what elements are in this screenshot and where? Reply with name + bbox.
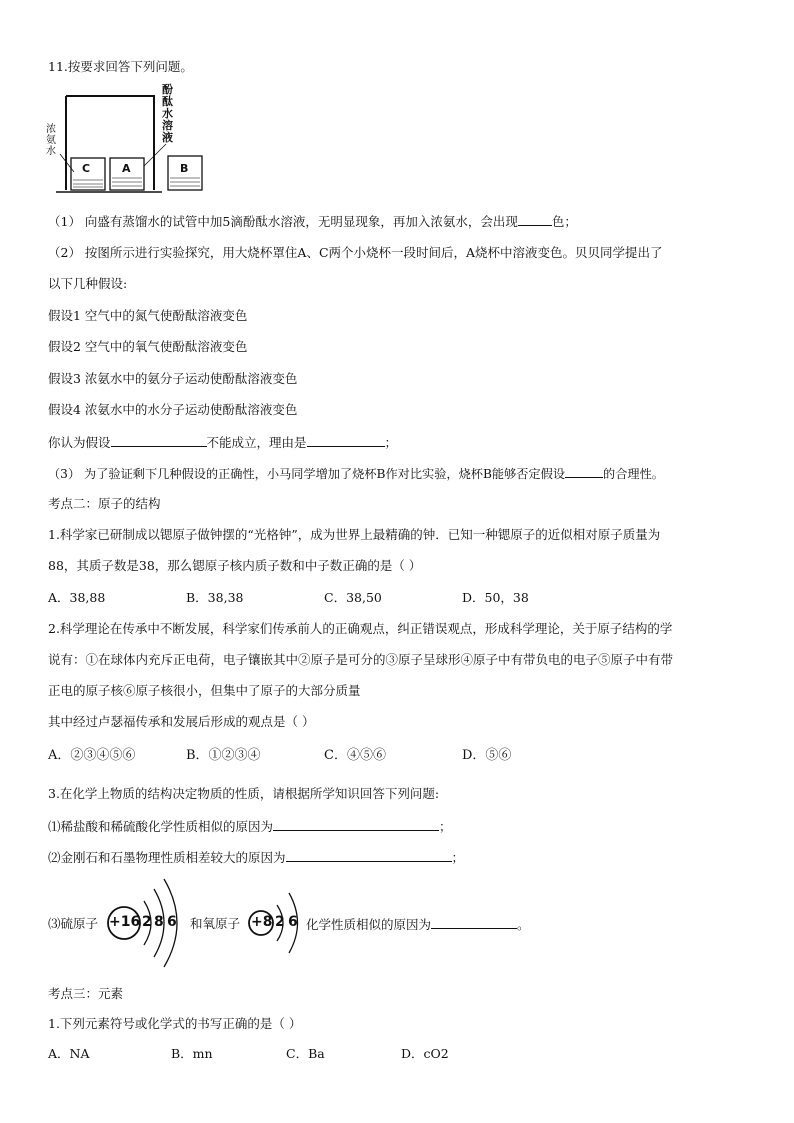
s2-q2-option-b[interactable]: B．①②③④ xyxy=(186,748,261,763)
s2-q3-part3-end xyxy=(306,916,530,933)
hypothesis-1: 假设1 空气中的氮气使酚酞溶液变色 xyxy=(48,308,248,323)
hypothesis-2: 假设2 空气中的氧气使酚酞溶液变色 xyxy=(48,339,248,354)
s3-q1-options xyxy=(48,1046,449,1062)
section-2-title: 考点二：原子的结构 xyxy=(48,496,161,511)
section-3-title: 考点三：元素 xyxy=(48,986,124,1001)
q11-part1-end: 色； xyxy=(551,214,577,229)
q11-part1 xyxy=(48,213,577,230)
s2-q1-option-a[interactable]: A．38,88 xyxy=(48,590,106,605)
s2-q2-line1: 2.科学理论在传承中不断发展，科学家们传承前人的正确观点，纠正错误观点，形成科学理论，关于原子结构的学 xyxy=(48,621,673,636)
s2-q3-part3-lead: ⑶硫原子 xyxy=(48,916,99,931)
oxygen-nucleus-charge: +8 xyxy=(251,914,273,930)
q11-part2-answer-b: 不能成立，理由是 xyxy=(206,435,307,450)
sulfur-atom-diagram xyxy=(104,877,192,969)
s2-q1-option-c[interactable]: C．38,50 xyxy=(324,590,382,605)
hypothesis-4: 假设4 浓氨水中的水分子运动使酚酞溶液变色 xyxy=(48,402,298,417)
q11-part2-answer xyxy=(48,434,397,451)
s3-q1-option-a[interactable]: A．NA xyxy=(48,1046,90,1061)
s2-q3-part2-text: ⑵金刚石和石墨物理性质相差较大的原因为 xyxy=(48,850,286,865)
s3-q1-option-b[interactable]: B．mn xyxy=(171,1046,213,1061)
q11-part1-text: （1） 向盛有蒸馏水的试管中加5滴酚酞水溶液，无明显现象，再加入浓氨水，会出现 xyxy=(48,214,518,229)
s2-q3-part1-blank[interactable] xyxy=(273,818,439,831)
q11-part2-answer-a: 你认为假设 xyxy=(48,435,111,450)
s2-q3-part3-blank[interactable] xyxy=(431,916,517,929)
s2-q2-line2: 说有：①在球体内充斥正电荷，电子镶嵌其中②原子是可分的③原子呈球形④原子中有带负电的电子⑤原子中有带 xyxy=(48,652,674,667)
s2-q3-part2-end: ； xyxy=(451,850,465,865)
s2-q3-part3-period: 。 xyxy=(517,917,530,932)
s2-q3-part3-mid: 和氧原子 xyxy=(190,916,241,931)
s2-q3-part2-blank[interactable] xyxy=(286,849,452,862)
beaker-a-label: A xyxy=(122,162,131,175)
oxygen-shell-1: 2 xyxy=(275,914,285,930)
s2-q3-part1 xyxy=(48,818,452,835)
ammonia-label: 浓氨水 xyxy=(46,124,56,157)
q11-part2-line1: （2） 按图所示进行实验探究，用大烧杯罩住A、C两个小烧杯一段时间后，A烧杯中溶液变色。贝贝同学提出了 xyxy=(48,245,663,260)
s3-q1: 1.下列元素符号或化学式的书写正确的是（ ） xyxy=(48,1016,302,1031)
q11-part3-text: （3） 为了验证剩下几种假设的正确性，小马同学增加了烧杯B作对比实验，烧杯B能够否定假设 xyxy=(48,467,566,481)
q11-part3-blank[interactable] xyxy=(565,465,603,478)
s2-q2-options xyxy=(48,748,511,764)
sulfur-shell-2: 8 xyxy=(154,914,164,930)
oxygen-shell-2: 6 xyxy=(288,914,298,930)
s3-q1-option-d[interactable]: D．cO2 xyxy=(401,1046,449,1061)
s2-q2-option-d[interactable]: D．⑤⑥ xyxy=(462,748,512,763)
s2-q2-option-c[interactable]: C．④⑤⑥ xyxy=(324,748,386,763)
q11-part2-line2: 以下几种假设: xyxy=(48,276,128,291)
s2-q1-line2: 88，其质子数是38，那么锶原子核内质子数和中子数正确的是（ ） xyxy=(48,558,422,573)
q11-title: 11.按要求回答下列问题。 xyxy=(48,59,193,74)
s2-q2-option-a[interactable]: A．②③④⑤⑥ xyxy=(48,748,136,763)
beaker-apparatus-figure xyxy=(46,84,216,200)
s2-q3-part2 xyxy=(48,849,464,866)
sulfur-shell-1: 2 xyxy=(142,914,152,930)
q11-part2-answer-c: ； xyxy=(384,435,398,450)
oxygen-atom-diagram xyxy=(246,887,308,959)
phenolphthalein-label: 酚酞水溶液 xyxy=(162,83,173,144)
s2-q3-part1-end: ； xyxy=(439,819,452,834)
s2-q3-part3-text: 化学性质相似的原因为 xyxy=(306,917,432,932)
sulfur-nucleus-charge: +16 xyxy=(109,914,141,930)
s2-q1-option-b[interactable]: B．38,38 xyxy=(186,590,244,605)
s2-q3-title: 3.在化学上物质的结构决定物质的性质，请根据所学知识回答下列问题: xyxy=(48,786,440,801)
hypothesis-3: 假设3 浓氨水中的氨分子运动使酚酞溶液变色 xyxy=(48,371,298,386)
s2-q2-line4: 其中经过卢瑟福传承和发展后形成的观点是（ ） xyxy=(48,714,315,729)
s3-q1-option-c[interactable]: C．Ba xyxy=(286,1046,325,1061)
beaker-b-label: B xyxy=(180,162,189,175)
s2-q1-option-d[interactable]: D．50，38 xyxy=(462,590,529,605)
s2-q1-line1: 1.科学家已研制成以锶原子做钟摆的“光格钟”，成为世界上最精确的钟．已知一种锶原子的近似相对原子质量为 xyxy=(48,527,661,542)
s2-q1-options xyxy=(48,590,529,606)
q11-part3-end: 的合理性。 xyxy=(603,467,664,481)
reason-blank[interactable] xyxy=(307,434,385,447)
hypothesis-blank[interactable] xyxy=(111,434,207,447)
beaker-c-label: C xyxy=(82,162,91,175)
sulfur-shell-3: 6 xyxy=(167,914,177,930)
s2-q2-line3: 正电的原子核⑥原子核很小，但集中了原子的大部分质量 xyxy=(48,683,361,698)
s2-q3-part1-text: ⑴稀盐酸和稀硫酸化学性质相似的原因为 xyxy=(48,819,274,834)
q11-part1-blank[interactable] xyxy=(518,213,552,226)
q11-part3 xyxy=(48,465,664,482)
